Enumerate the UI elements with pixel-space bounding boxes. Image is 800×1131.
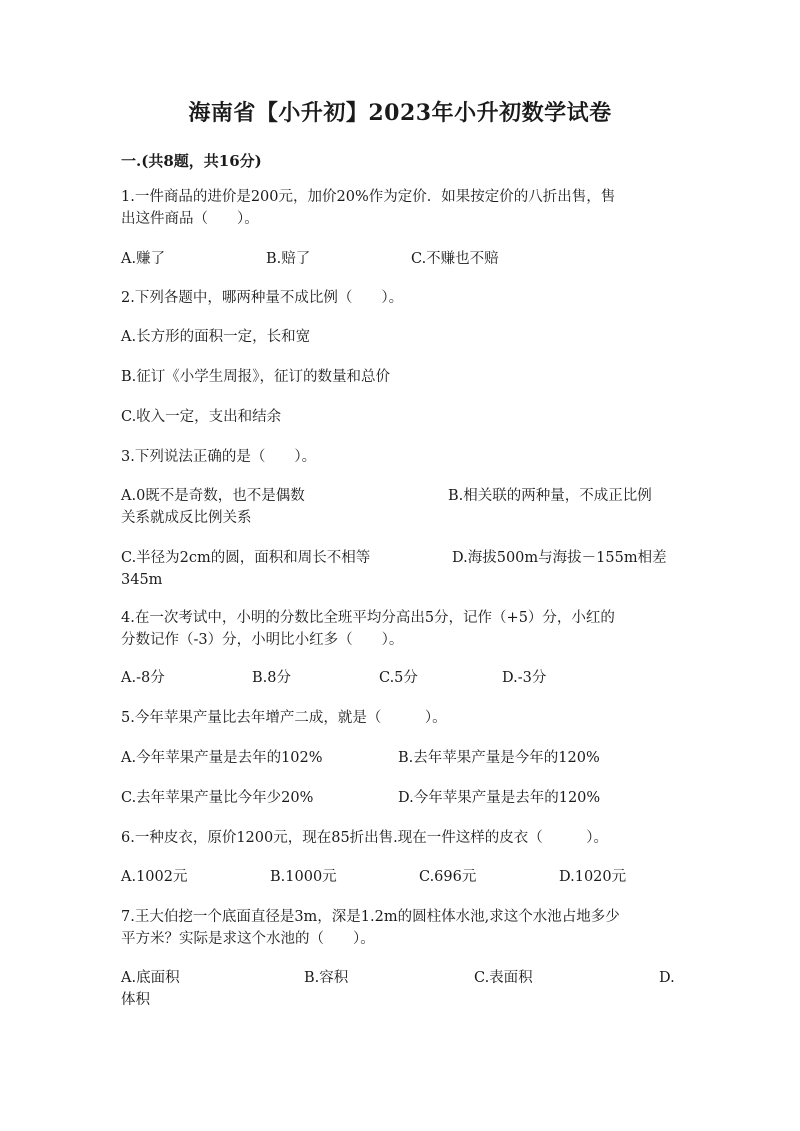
q3-option-b-line-2: 关系就成反比例关系 [121, 510, 252, 526]
question-5: 5.今年苹果产量比去年增产二成，就是（ ）。 [121, 710, 447, 726]
q7-option-d-line-1: D. [659, 970, 675, 986]
q5-option-c: C.去年苹果产量比今年少20% [121, 790, 314, 806]
q6-option-a: A.1002元 [121, 869, 188, 885]
q7-option-a: A.底面积 [121, 970, 180, 986]
q3-option-b-line-1: B.相关联的两种量，不成正比例 [448, 488, 652, 504]
q6-option-d: D.1020元 [559, 869, 627, 885]
q7-option-b: B.容积 [304, 970, 349, 986]
q2-option-a: A.长方形的面积一定，长和宽 [121, 329, 311, 345]
question-6: 6.一种皮衣，原价1200元，现在85折出售.现在一件这样的皮衣（ ）。 [121, 830, 609, 846]
question-6-options [121, 865, 681, 889]
q4-option-d: D.-3分 [502, 670, 547, 686]
q6-option-b: B.1000元 [270, 869, 337, 885]
question-4-line-2: 分数记作（-3）分，小明比小红多（ ）。 [121, 632, 404, 648]
q4-option-b: B.8分 [252, 670, 291, 686]
section-heading: 一.(共8题，共16分) [121, 152, 262, 170]
q3-option-d-line-1: D.海拔500m与海拔－155m相差 [452, 550, 667, 566]
question-3: 3.下列说法正确的是（ ）。 [121, 449, 317, 465]
q3-option-a: A.0既不是奇数，也不是偶数 [121, 488, 305, 504]
q4-option-c: C.5分 [379, 670, 418, 686]
question-4-options [121, 666, 681, 690]
question-4-line-1: 4.在一次考试中，小明的分数比全班平均分高出5分，记作（+5）分，小红的 [121, 610, 615, 626]
question-7-options [121, 966, 681, 990]
q2-option-c: C.收入一定，支出和结余 [121, 409, 282, 425]
question-7-line-1: 7.王大伯挖一个底面直径是3m，深是1.2m的圆柱体水池,求这个水池占地多少 [121, 909, 620, 925]
question-1-options [121, 247, 681, 271]
question-1-line-2: 出这件商品（ ）。 [121, 211, 259, 227]
question-3-options-row-2 [121, 546, 681, 570]
q4-option-a: A.-8分 [121, 670, 165, 686]
q5-option-b: B.去年苹果产量是今年的120% [398, 750, 600, 766]
question-5-options-row-1 [121, 746, 681, 770]
question-5-options-row-2 [121, 786, 681, 810]
q5-option-a: A.今年苹果产量是去年的102% [121, 750, 323, 766]
page-title: 海南省【小升初】2023年小升初数学试卷 [188, 100, 612, 126]
q7-option-c: C.表面积 [474, 970, 533, 986]
q3-option-c: C.半径为2cm的圆，面积和周长不相等 [121, 550, 371, 566]
question-3-options-row-1 [121, 484, 681, 508]
q1-option-a: A.赚了 [121, 251, 166, 267]
question-1-line-1: 1.一件商品的进价是200元，加价20%作为定价．如果按定价的八折出售，售 [121, 189, 616, 205]
question-2: 2.下列各题中，哪两种量不成比例（ ）。 [121, 290, 404, 306]
q2-option-b: B.征订《小学生周报》，征订的数量和总价 [121, 369, 391, 385]
q6-option-c: C.696元 [419, 869, 477, 885]
q1-option-c: C.不赚也不赔 [411, 251, 499, 267]
question-7-line-2: 平方米？实际是求这个水池的（ ）。 [121, 931, 375, 947]
q7-option-d-line-2: 体积 [121, 992, 150, 1008]
q5-option-d: D.今年苹果产量是去年的120% [398, 790, 601, 806]
q1-option-b: B.赔了 [266, 251, 311, 267]
q3-option-d-line-2: 345m [121, 572, 163, 588]
